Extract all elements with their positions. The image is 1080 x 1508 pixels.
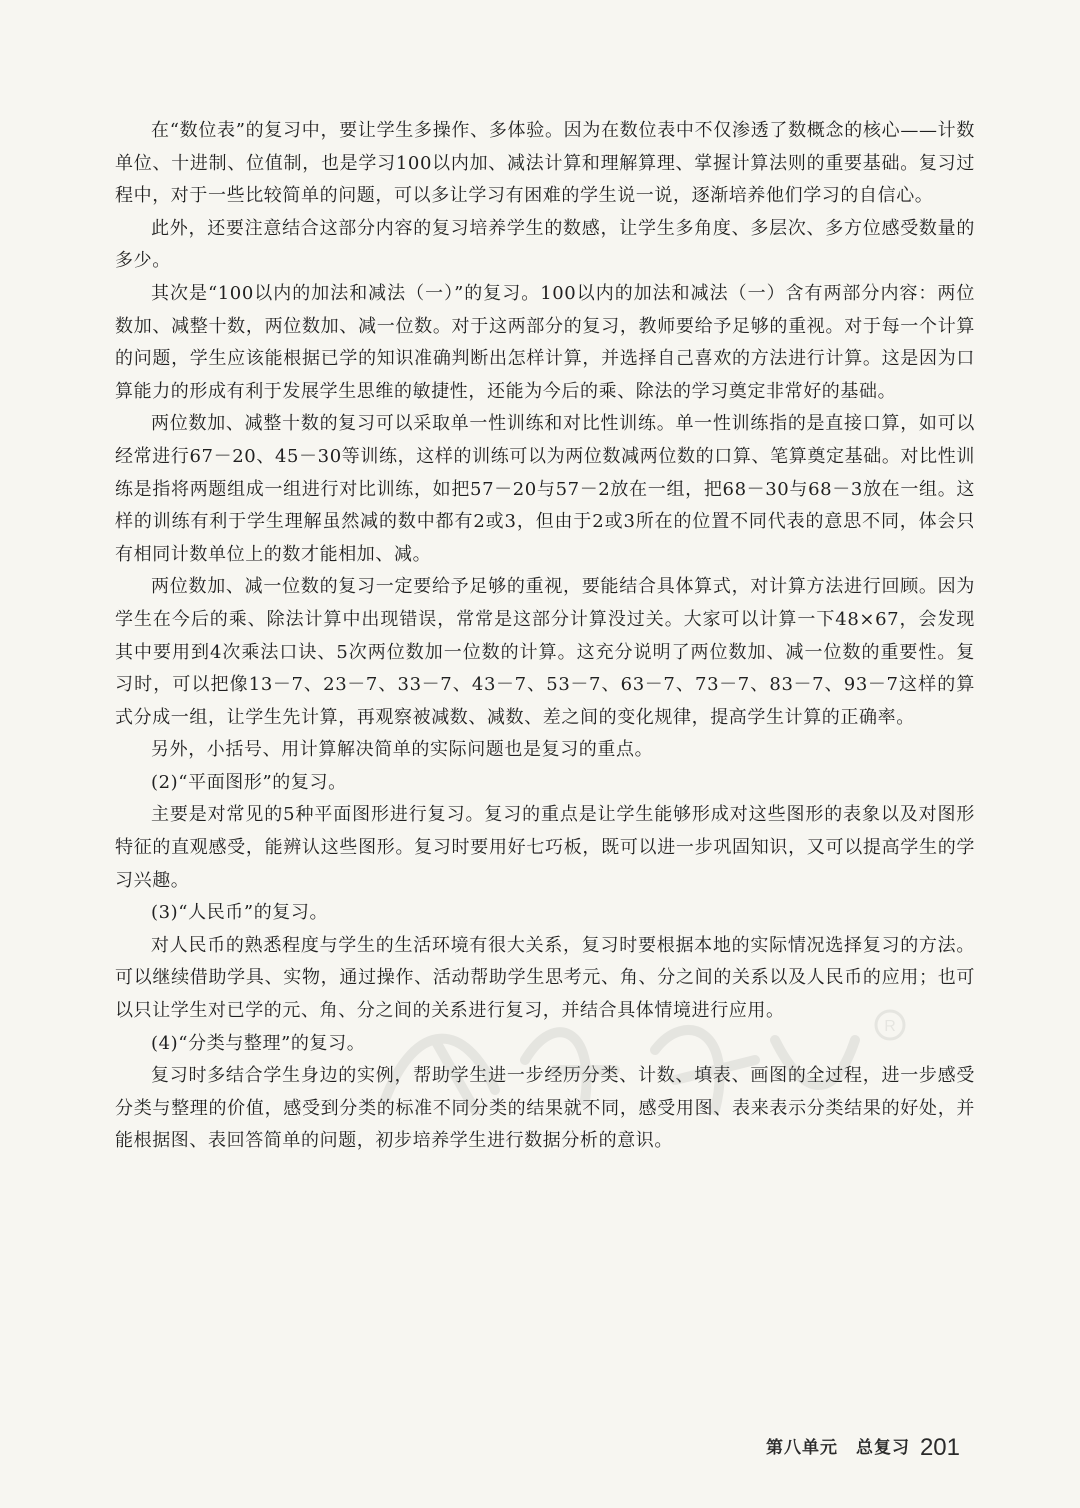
paragraph-classification: 复习时多结合学生身边的实例，帮助学生进一步经历分类、计数、填表、画图的全过程，进一步感受分类与整理的价值，感受到分类的标准不同分类的结果就不同，感受用图、表来表示分类结果的好处，并能根据图、表回答简单的问题，初步培养学生进行数据分析的意识。 — [115, 1065, 975, 1152]
page-body — [115, 115, 975, 1158]
footer-unit-label: 第八单元 — [765, 1438, 838, 1458]
paragraph-rmb: 对人民币的熟悉程度与学生的生活环境有很大关系，复习时要根据本地的实际情况选择复习的方法。可以继续借助学具、实物，通过操作、活动帮助学生思考元、角、分之间的关系以及人民币的应用；也可以只让学生对已学的元、角、分之间的关系进行复习，并结合具体情境进行应用。 — [115, 934, 975, 1022]
page-number: 201 — [919, 1434, 960, 1461]
paragraph-one-digit-review: 两位数加、减一位数的复习一定要给予足够的重视，要能结合具体算式，对计算方法进行回顾。因为学生在今后的乘、除法计算中出现错误，常常是这部分计算没过关。大家可以计算一下48×67，会发现其中要用到4次乘法口诀、5次两位数加一位数的计算。这充分说明了两位数加、减一位数的重要性。复习时，可以把像13－7、23－7、33－7、43－7、53－7、63－7、73－7、83－7、93－7这样的算式分成一组，让学生先计算，再观察被减数、减数、差之间的变化规律，提高学生计算的正确率。 — [115, 576, 975, 728]
svg-text:R: R — [884, 1018, 896, 1035]
paragraph-addition-subtraction: 其次是“100以内的加法和减法（一）”的复习。100以内的加法和减法（一）含有两部分内容：两位数加、减整十数，两位数加、减一位数。对于这两部分的复习，教师要给予足够的重视。对于每一个计算的问题，学生应该能根据已学的知识准确判断出怎样计算，并选择自己喜欢的方法进行计算。这是因为口算能力的形成有利于发展学生思维的敏捷性，还能为今后的乘、除法的学习奠定非常好的基础。 — [115, 282, 975, 402]
paragraph-plane-shapes: 主要是对常见的5种平面图形进行复习。复习的重点是让学生能够形成对这些图形的表象以及对图形特征的直观感受，能辨认这些图形。复习时要用好七巧板，既可以进一步巩固知识，又可以提高学生的学习兴趣。 — [115, 804, 975, 891]
paragraph-parentheses: 另外，小括号、用计算解决简单的实际问题也是复习的重点。 — [151, 739, 654, 761]
section-heading-classification: (4)“分类与整理”的复习。 — [151, 1032, 366, 1054]
page-footer — [766, 1433, 960, 1462]
footer-chapter-title: 总复习 — [855, 1438, 910, 1458]
paragraph-whole-tens-training: 两位数加、减整十数的复习可以采取单一性训练和对比性训练。单一性训练指的是直接口算，如可以经常进行67－20、45－30等训练，这样的训练可以为两位数减两位数的口算、笔算奠定基础。对比性训练是指将两题组成一组进行对比训练，如把57－20与57－2放在一组，把68－30与68－3放在一组。这样的训练有利于学生理解虽然减的数中都有2或3，但由于2或3所在的位置不同代表的意思不同，体会只有相同计数单位上的数才能相加、减。 — [115, 413, 975, 565]
section-heading-plane-shapes: (2)“平面图形”的复习。 — [151, 771, 347, 793]
paragraph-place-value-table: 在“数位表”的复习中，要让学生多操作、多体验。因为在数位表中不仅渗透了数概念的核心——计数单位、十进制、位值制，也是学习100以内加、减法计算和理解算理、掌握计算法则的重要基础。复习过程中，对于一些比较简单的问题，可以多让学习有困难的学生说一说，逐渐培养他们学习的自信心。 — [115, 120, 975, 207]
paragraph-number-sense: 此外，还要注意结合这部分内容的复习培养学生的数感，让学生多角度、多层次、多方位感受数量的多少。 — [115, 217, 975, 272]
section-heading-rmb: (3)“人民币”的复习。 — [151, 902, 329, 924]
